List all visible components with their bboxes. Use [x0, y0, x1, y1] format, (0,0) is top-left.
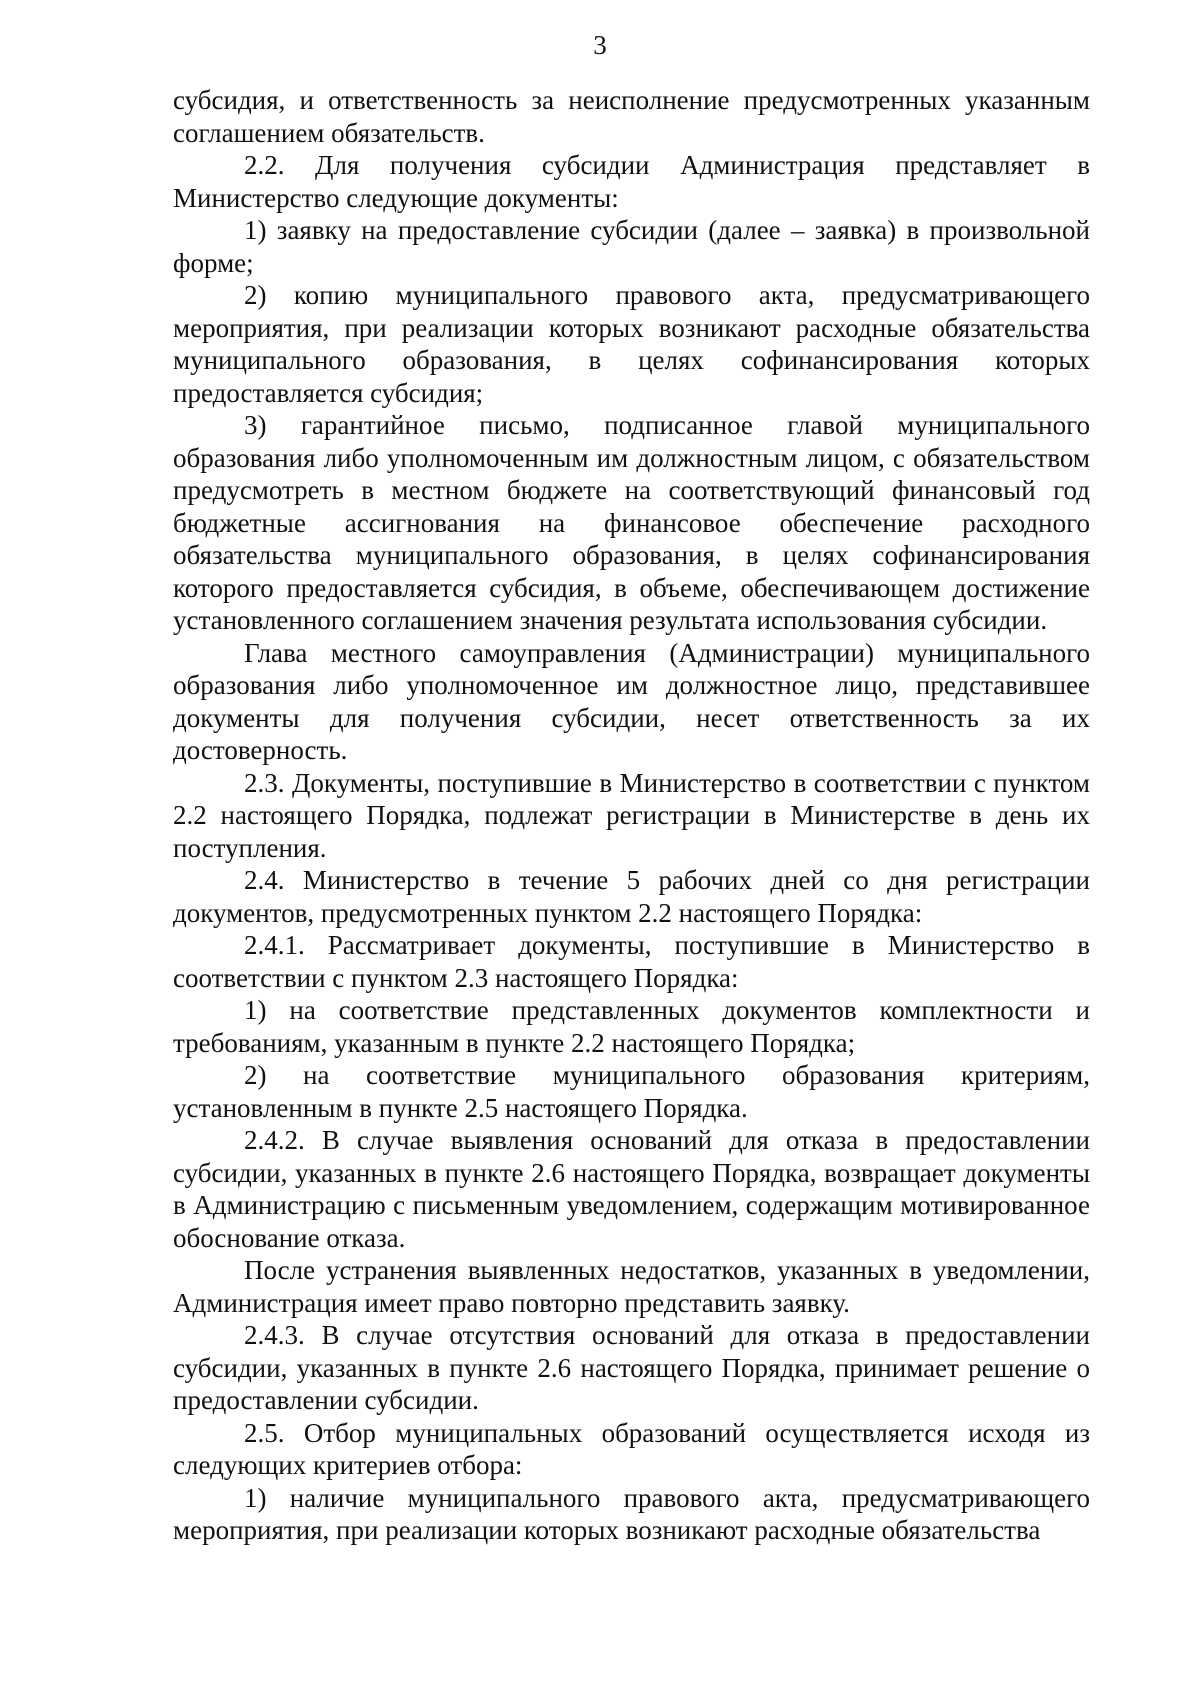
paragraph-2-5: 2.5. Отбор муниципальных образований осуществляется исходя из следующих критериев отбора: — [173, 1417, 1090, 1480]
paragraph-2-4-1: 2.4.1. Рассматривает документы, поступившие в Министерство в соответствии с пунктом 2.3 настоящего Порядка: — [173, 930, 1090, 993]
paragraph-2-3: 2.3. Документы, поступившие в Министерство в соответствии с пунктом 2.2 настоящего Порядка, подлежат регистрации в Министерстве в день их поступления. — [173, 767, 1090, 863]
list-item-guarantee-letter: 3) гарантийное письмо, подписанное главой муниципального образования либо уполномоченным им должностным лицом, с обязательством предусмотреть в местном бюджете на соответствующий финансовый год бюджетные ассигнования на финансовое обеспечение расходного обязательства муниципального образования, в целях софинансирования которого предоставляется субсидия, в объеме, обеспечивающем достижение установленного соглашением значения результата использования субсидии. — [173, 410, 1090, 635]
paragraph-continuation: субсидия, и ответственность за неисполнение предусмотренных указанным соглашением обязательств. — [173, 85, 1090, 148]
list-item-criteria-check: 2) на соответствие муниципального образования критериям, установленным в пункте 2.5 настоящего Порядка. — [173, 1060, 1090, 1123]
list-item-legal-act-copy: 2) копию муниципального правового акта, предусматривающего мероприятия, при реализации которых возникают расходные обязательства муниципального образования, в целях софинансирования которых предоставляется субсидия; — [173, 280, 1090, 408]
page-number: 3 — [593, 30, 607, 60]
paragraph-2-4-3: 2.4.3. В случае отсутствия оснований для отказа в предоставлении субсидии, указанных в пункте 2.6 настоящего Порядка, принимает решение о предоставлении субсидии. — [173, 1320, 1090, 1415]
list-item-legal-act-presence: 1) наличие муниципального правового акта, предусматривающего мероприятия, при реализации которых возникают расходные обязательства — [173, 1482, 1090, 1545]
paragraph-resubmission: После устранения выявленных недостатков, указанных в уведомлении, Администрация имеет право повторно представить заявку. — [173, 1255, 1090, 1318]
paragraph-responsibility: Глава местного самоуправления (Администрации) муниципального образования либо уполномоченное им должностное лицо, представившее документы для получения субсидии, несет ответственность за их достоверность. — [173, 637, 1090, 765]
paragraph-2-4-2: 2.4.2. В случае выявления оснований для отказа в предоставлении субсидии, указанных в пункте 2.6 настоящего Порядка, возвращает документы в Администрацию с письменным уведомлением, содержащим мотивированное обоснование отказа. — [173, 1125, 1090, 1253]
list-item-completeness-check: 1) на соответствие представленных документов комплектности и требованиям, указанным в пункте 2.2 настоящего Порядка; — [173, 995, 1090, 1058]
list-item-application: 1) заявку на предоставление субсидии (далее – заявка) в произвольной форме; — [173, 215, 1090, 278]
paragraph-2-4: 2.4. Министерство в течение 5 рабочих дней со дня регистрации документов, предусмотренных пунктом 2.2 настоящего Порядка: — [173, 865, 1090, 928]
paragraph-2-2: 2.2. Для получения субсидии Администрация представляет в Министерство следующие документы: — [173, 150, 1090, 213]
document-body — [173, 84, 1090, 1547]
